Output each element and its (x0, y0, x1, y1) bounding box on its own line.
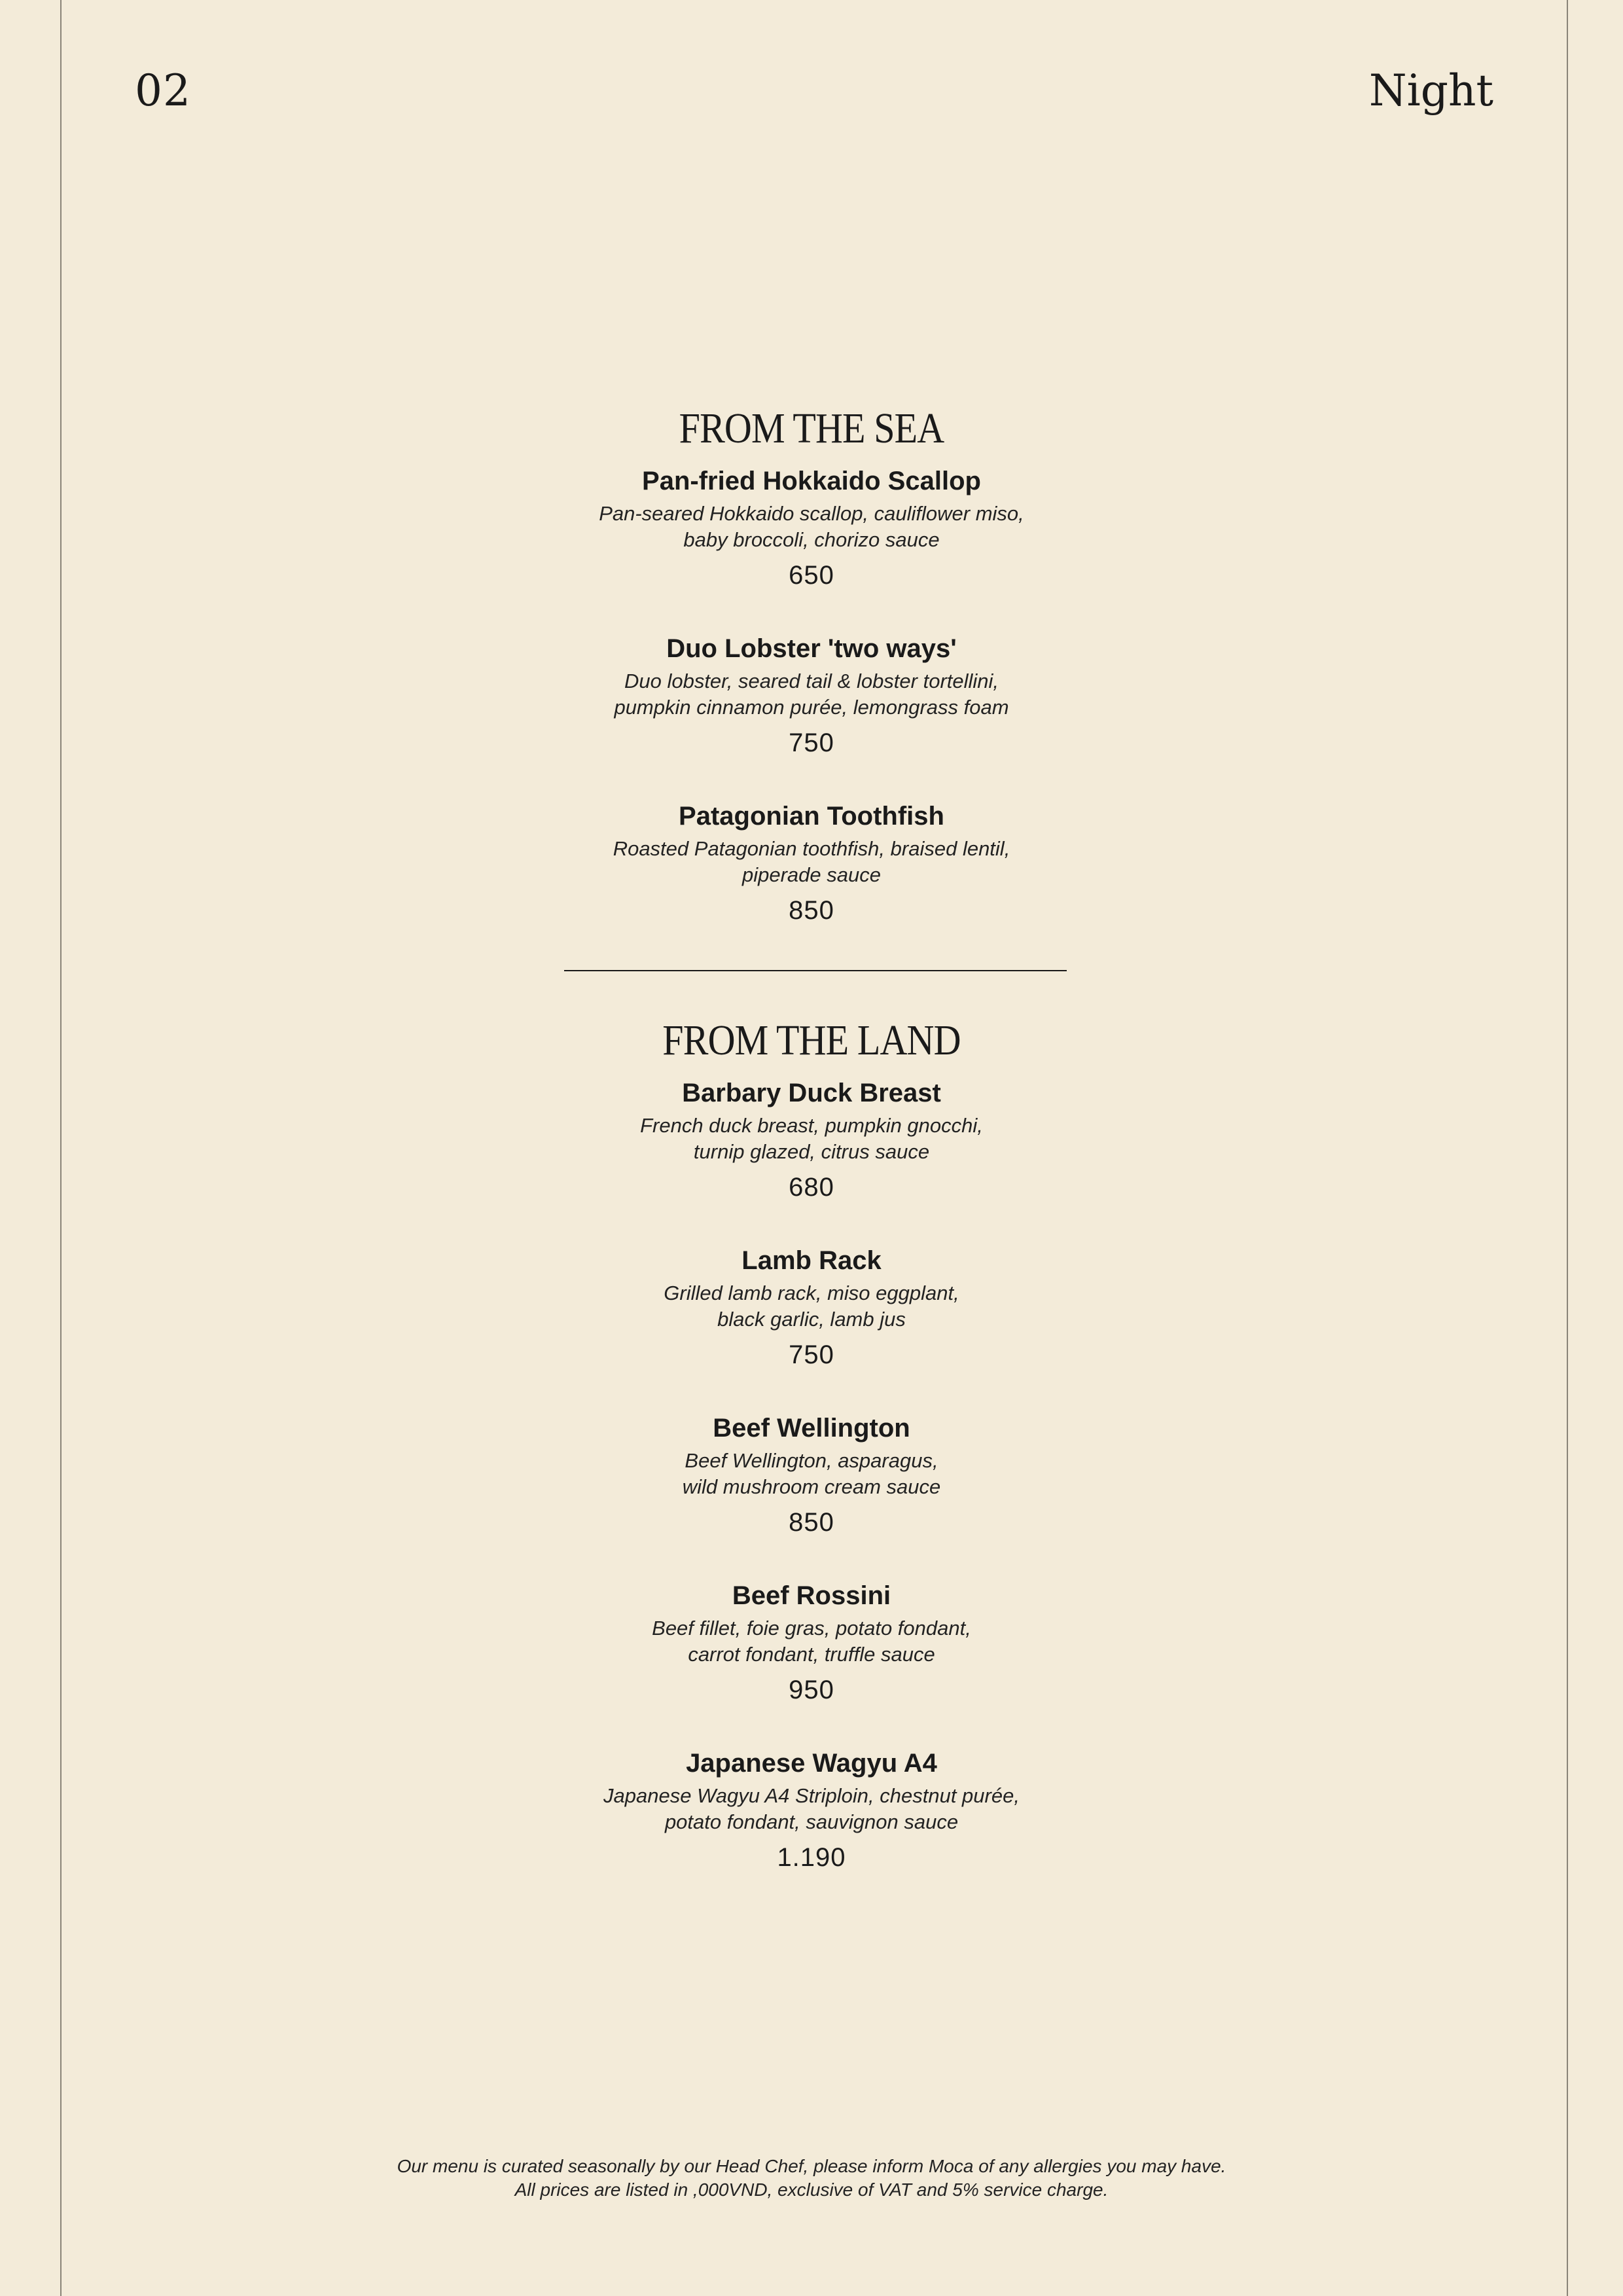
dish-description-line: piperade sauce (742, 863, 881, 886)
menu-item (0, 464, 1623, 592)
dish-description-line: Beef fillet, foie gras, potato fondant, (652, 1617, 971, 1640)
dish-description-line: French duck breast, pumpkin gnocchi, (640, 1114, 983, 1137)
dish-description-line: Duo lobster, seared tail & lobster tortellini, (624, 670, 999, 692)
page-number: 02 (135, 65, 191, 116)
dish-price: 850 (789, 896, 834, 925)
dish-price: 1.190 (777, 1843, 846, 1872)
menu-item (0, 1244, 1623, 1372)
dish-description (0, 1783, 1623, 1835)
dish-description-line: Grilled lamb rack, miso eggplant, (664, 1282, 959, 1304)
dish-description-line: potato fondant, sauvignon sauce (664, 1810, 959, 1833)
dish-description (0, 1615, 1623, 1668)
page-label: Night (1368, 65, 1493, 116)
menu-item (0, 799, 1623, 927)
dish-description-line: Beef Wellington, asparagus, (685, 1449, 938, 1472)
dish-description-line: pumpkin cinnamon purée, lemongrass foam (614, 696, 1009, 719)
footer-note (0, 2155, 1623, 2202)
section-divider (564, 970, 1067, 971)
dish-description-line: Japanese Wagyu A4 Striploin, chestnut purée, (603, 1784, 1020, 1807)
menu-item (0, 632, 1623, 760)
dish-price: 850 (789, 1508, 834, 1537)
dish-price: 750 (789, 728, 834, 757)
dish-description-line: Pan-seared Hokkaido scallop, cauliflower miso, (599, 502, 1024, 525)
dish-name: Beef Rossini (732, 1581, 891, 1610)
dish-price: 750 (789, 1340, 834, 1369)
section-title: FROM THE SEA (679, 404, 944, 452)
menu-item (0, 1579, 1623, 1707)
dish-description-line: Roasted Patagonian toothfish, braised lentil, (613, 837, 1010, 860)
footer-allergy-note: Our menu is curated seasonally by our Head Chef, please inform Moca of any allergies you may have. (397, 2156, 1226, 2176)
dish-description (0, 1448, 1623, 1500)
dish-name: Pan-fried Hokkaido Scallop (642, 467, 981, 495)
menu-item (0, 1411, 1623, 1539)
dish-description-line: baby broccoli, chorizo sauce (683, 528, 940, 551)
footer-price-note: All prices are listed in ,000VND, exclusive of VAT and 5% service charge. (514, 2179, 1109, 2200)
menu-item (0, 1076, 1623, 1204)
dish-description-line: carrot fondant, truffle sauce (688, 1643, 935, 1666)
section-from-the-sea (0, 403, 1623, 927)
dish-description-line: turnip glazed, citrus sauce (693, 1140, 930, 1163)
section-title: FROM THE LAND (662, 1016, 961, 1064)
dish-description-line: black garlic, lamb jus (717, 1308, 906, 1331)
dish-description-line: wild mushroom cream sauce (682, 1475, 941, 1498)
dish-price: 650 (789, 561, 834, 590)
dish-price: 680 (789, 1173, 834, 1202)
dish-name: Duo Lobster 'two ways' (666, 634, 957, 663)
dish-name: Patagonian Toothfish (679, 802, 944, 831)
dish-description (0, 501, 1623, 553)
dish-description (0, 836, 1623, 888)
dish-description (0, 1113, 1623, 1165)
dish-name: Barbary Duck Breast (682, 1079, 941, 1107)
dish-description (0, 1280, 1623, 1333)
section-from-the-land (0, 1014, 1623, 1874)
dish-price: 950 (789, 1676, 834, 1704)
dish-name: Japanese Wagyu A4 (686, 1749, 937, 1778)
dish-name: Beef Wellington (713, 1414, 910, 1443)
dish-name: Lamb Rack (741, 1246, 882, 1275)
menu-item (0, 1746, 1623, 1874)
dish-description (0, 668, 1623, 721)
